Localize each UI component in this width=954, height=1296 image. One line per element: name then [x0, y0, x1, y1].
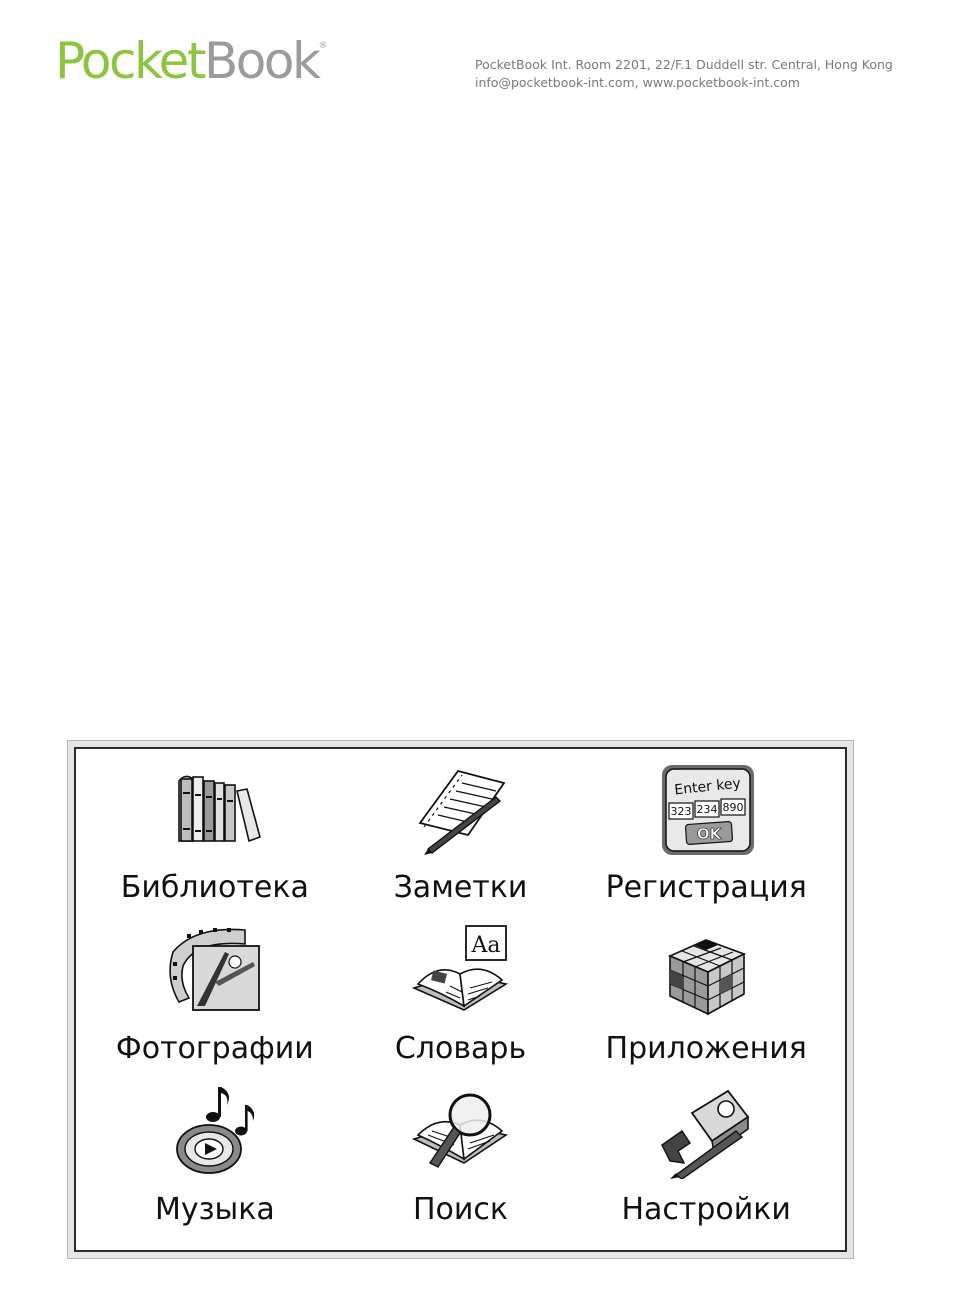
company-address [475, 56, 893, 92]
menu-item-dictionary[interactable] [338, 922, 584, 1083]
logo-book-text: Book [204, 32, 319, 90]
menu-item-music[interactable] [92, 1083, 338, 1244]
contact-line: info@pocketbook-int.com, www.pocketbook-int.com [475, 75, 800, 90]
menu-item-registration[interactable] [583, 761, 829, 922]
library-icon [165, 761, 265, 857]
menu-item-photos[interactable] [92, 922, 338, 1083]
menu-item-label: Регистрация [605, 870, 807, 905]
key-digits-1: 323 [670, 805, 692, 818]
menu-item-label: Библиотека [120, 870, 309, 905]
menu-item-label: Настройки [621, 1192, 791, 1227]
key-digits-2: 234 [696, 803, 718, 816]
menu-item-label: Приложения [605, 1031, 807, 1066]
menu-item-label: Заметки [393, 870, 528, 905]
menu-item-applications[interactable] [583, 922, 829, 1083]
menu-item-label: Музыка [154, 1192, 275, 1227]
photos-icon [165, 922, 265, 1018]
menu-item-label: Словарь [394, 1031, 527, 1066]
menu-item-settings[interactable] [583, 1083, 829, 1244]
settings-icon [656, 1083, 756, 1179]
main-menu-grid [92, 761, 829, 1244]
enter-key-text: Enter key [673, 775, 742, 799]
menu-item-label: Фотографии [115, 1031, 314, 1066]
music-icon [165, 1083, 265, 1179]
ok-text: OK [696, 825, 722, 843]
aa-text: Aa [471, 933, 501, 958]
applications-icon [656, 922, 756, 1018]
device-screen [74, 747, 847, 1252]
registered-mark: ® [318, 41, 328, 51]
menu-item-search[interactable] [338, 1083, 584, 1244]
registration-icon [656, 761, 756, 857]
logo-pocket-text: Pocket [55, 32, 204, 90]
dictionary-icon [410, 922, 510, 1018]
search-icon [410, 1083, 510, 1179]
key-digits-3: 890 [722, 801, 744, 814]
device-frame [67, 740, 854, 1259]
menu-item-notes[interactable] [338, 761, 584, 922]
menu-item-library[interactable] [92, 761, 338, 922]
pocketbook-logo [55, 32, 328, 90]
address-line: PocketBook Int. Room 2201, 22/F.1 Duddell str. Central, Hong Kong [475, 57, 893, 72]
notes-icon [410, 761, 510, 857]
menu-item-label: Поиск [412, 1192, 508, 1227]
